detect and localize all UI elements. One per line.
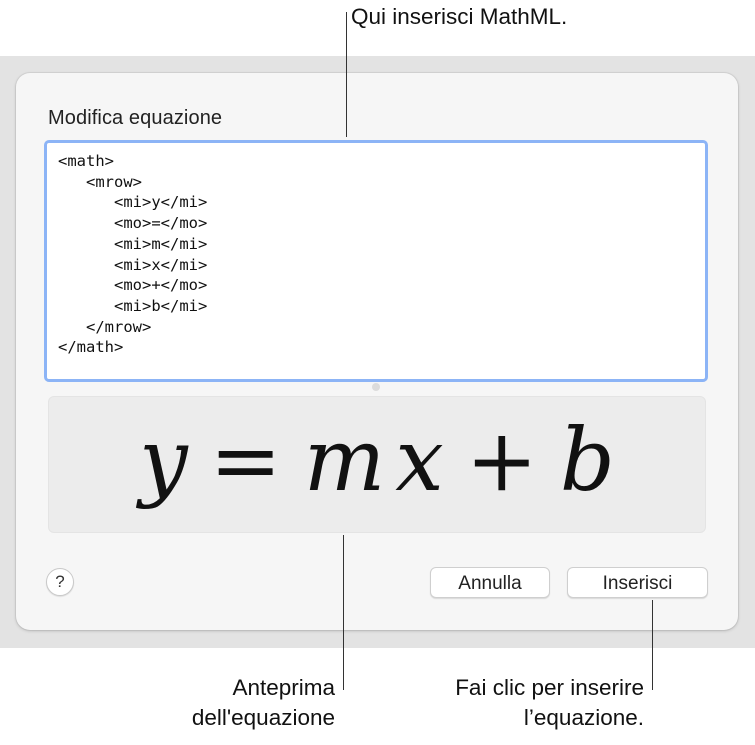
code-line: <mrow>	[58, 172, 142, 191]
code-line: <mo>+</mo>	[58, 276, 208, 295]
callout-line-top	[346, 12, 347, 137]
code-line: </math>	[58, 338, 124, 357]
callout-line-preview	[343, 535, 344, 690]
callout-insert-line2: l’equazione.	[523, 705, 644, 730]
callout-insert-label	[455, 673, 644, 733]
preview-plus: +	[465, 411, 538, 511]
preview-var-m: m	[303, 411, 386, 511]
code-line: <mi>b</mi>	[58, 296, 208, 315]
resize-handle[interactable]	[372, 383, 380, 391]
code-line: <mo>=</mo>	[58, 214, 208, 233]
callout-line-insert	[652, 600, 653, 690]
callout-mathml-label: Qui inserisci MathML.	[351, 4, 568, 29]
preview-var-y: y	[139, 411, 188, 511]
preview-equals: =	[209, 411, 282, 511]
code-line: <mi>x</mi>	[58, 255, 208, 274]
preview-var-b: b	[559, 411, 615, 511]
callout-preview-label	[192, 673, 335, 733]
equation-preview	[48, 396, 706, 533]
callout-preview-line1: Anteprima	[232, 675, 335, 700]
code-line: <mi>m</mi>	[58, 234, 208, 253]
mathml-editor[interactable]	[44, 140, 708, 382]
preview-var-x: x	[395, 411, 444, 511]
edit-equation-dialog	[16, 73, 738, 630]
code-line: <mi>y</mi>	[58, 193, 208, 212]
cancel-button[interactable]: Annulla	[430, 567, 550, 598]
code-line: </mrow>	[58, 317, 152, 336]
preview-equation	[49, 411, 705, 511]
insert-button[interactable]: Inserisci	[567, 567, 708, 598]
dialog-title: Modifica equazione	[48, 107, 223, 129]
callout-insert-line1: Fai clic per inserire	[455, 675, 644, 700]
callout-preview-line2: dell'equazione	[191, 705, 335, 730]
code-line: <math>	[58, 152, 114, 170]
help-button[interactable]: ?	[46, 568, 74, 596]
